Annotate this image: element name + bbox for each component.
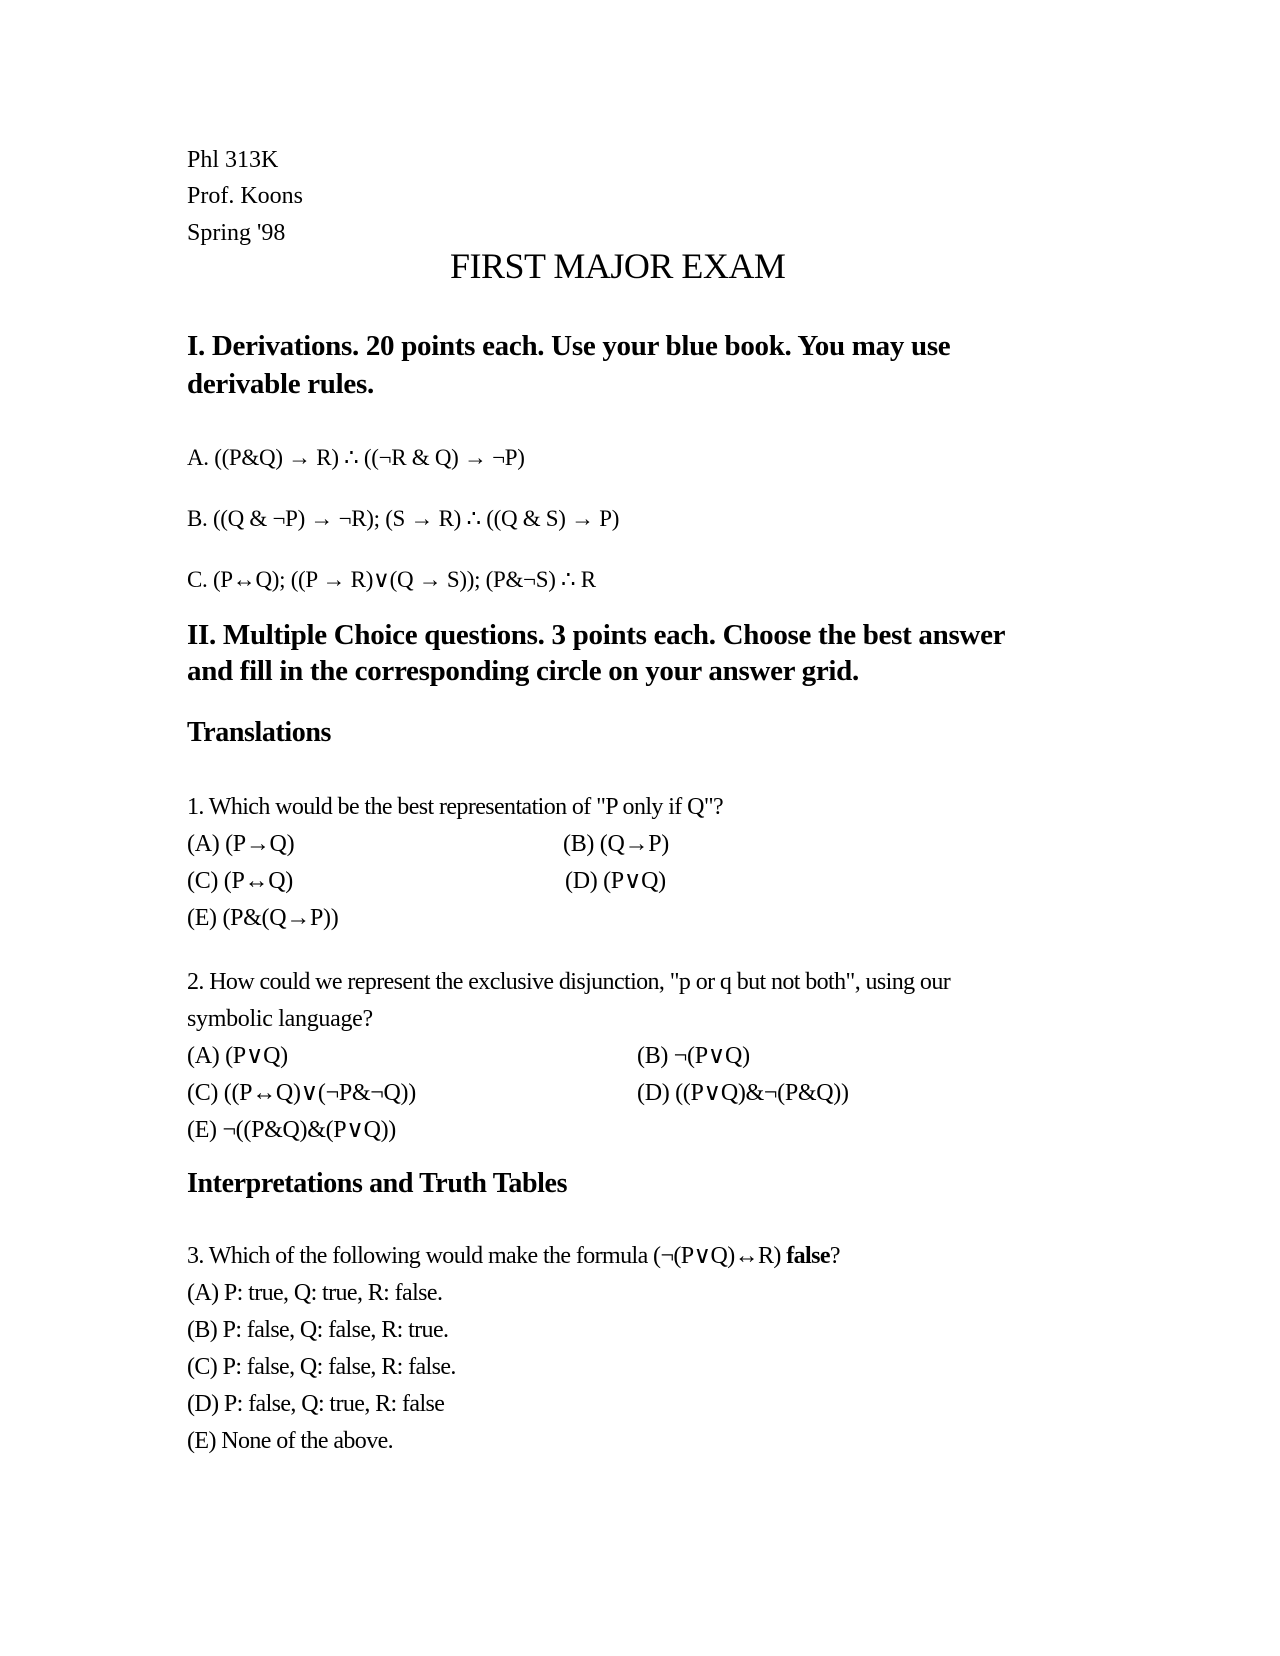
question-3-text-before: 3. Which of the following would make the formula (¬(P∨Q)↔R)	[187, 1243, 787, 1269]
section-2-heading-line-1: II. Multiple Choice questions. 3 points each. Choose the best answer	[187, 619, 1006, 651]
question-2-text-line-1: 2. How could we represent the exclusive disjunction, "p or q but not both", using our	[187, 969, 951, 995]
q1-option-b: (B) (Q→P)	[563, 831, 669, 857]
course-number: Phl 313K	[187, 147, 279, 173]
exam-title: FIRST MAJOR EXAM	[450, 246, 786, 286]
question-1-text: 1. Which would be the best representation of "P only if Q"?	[187, 794, 724, 820]
subsection-translations: Translations	[187, 717, 332, 748]
q3-option-d: (D) P: false, Q: true, R: false	[187, 1391, 445, 1417]
section-2-heading-line-2: and fill in the corresponding circle on your answer grid.	[187, 655, 859, 687]
derivation-a: A. ((P&Q) → R) ∴ ((¬R & Q) → ¬P)	[187, 445, 525, 470]
q1-option-e: (E) (P&(Q→P))	[187, 905, 339, 931]
q3-option-e: (E) None of the above.	[187, 1428, 394, 1454]
term: Spring '98	[187, 220, 286, 246]
professor-name: Prof. Koons	[187, 183, 304, 209]
question-2-text-line-2: symbolic language?	[187, 1006, 373, 1032]
q1-option-c: (C) (P↔Q)	[187, 868, 293, 894]
q2-option-e: (E) ¬((P&Q)&(P∨Q))	[187, 1117, 396, 1143]
q3-option-c: (C) P: false, Q: false, R: false.	[187, 1354, 456, 1380]
q1-option-a: (A) (P→Q)	[187, 831, 295, 857]
derivation-c: C. (P↔Q); ((P → R)∨(Q → S)); (P&¬S) ∴ R	[187, 567, 596, 592]
section-1-heading-line-2: derivable rules.	[187, 368, 374, 400]
q3-option-a: (A) P: true, Q: true, R: false.	[187, 1280, 443, 1306]
q3-option-b: (B) P: false, Q: false, R: true.	[187, 1317, 449, 1343]
derivation-b: B. ((Q & ¬P) → ¬R); (S → R) ∴ ((Q & S) → P)	[187, 506, 620, 531]
q2-option-a: (A) (P∨Q)	[187, 1043, 288, 1069]
q1-option-d: (D) (P∨Q)	[565, 868, 666, 894]
section-1-heading-line-1: I. Derivations. 20 points each. Use your blue book. You may use	[187, 330, 951, 362]
question-3-text	[187, 1244, 840, 1268]
q2-option-c: (C) ((P↔Q)∨(¬P&¬Q))	[187, 1080, 416, 1106]
question-3-text-after: ?	[829, 1243, 840, 1269]
q2-option-b: (B) ¬(P∨Q)	[637, 1043, 750, 1069]
subsection-interpretations: Interpretations and Truth Tables	[187, 1168, 568, 1199]
q2-option-d: (D) ((P∨Q)&¬(P&Q))	[637, 1080, 849, 1106]
question-3-text-bold: false	[786, 1243, 830, 1269]
